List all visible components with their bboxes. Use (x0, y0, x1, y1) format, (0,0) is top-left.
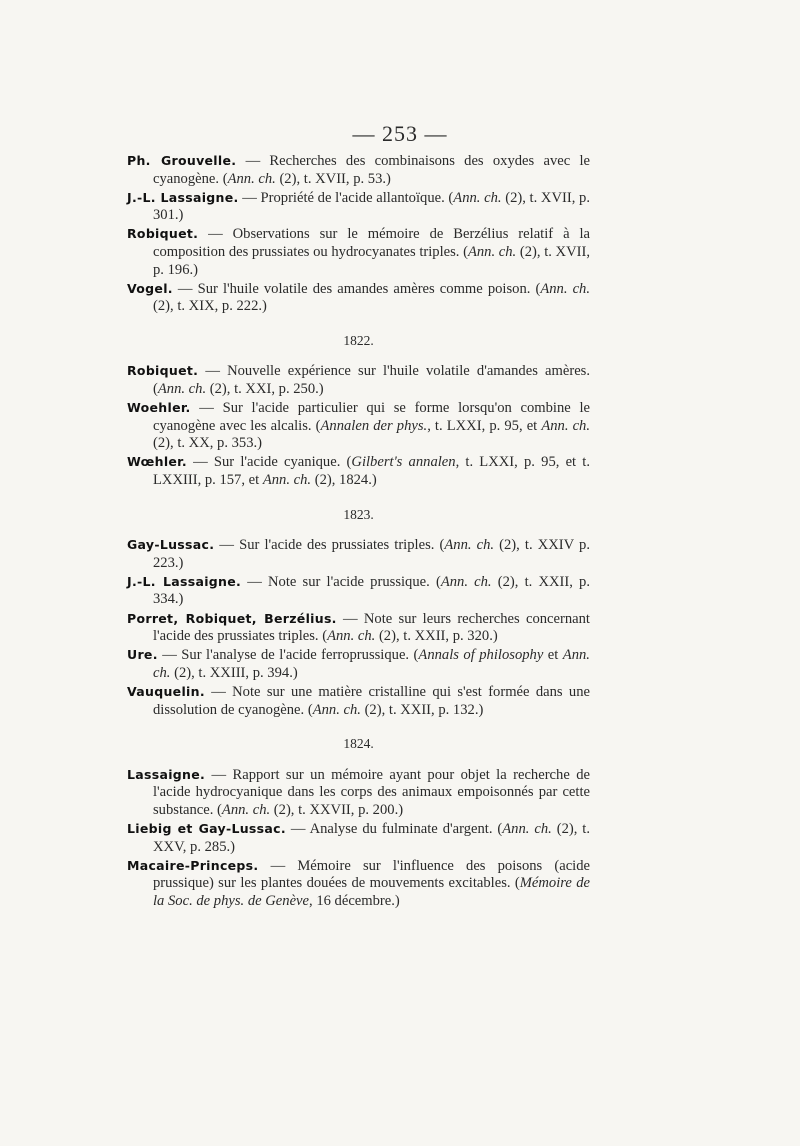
year-heading: 1824. (343, 736, 374, 752)
entry-text: — Observations sur le mémoire de Berzélius relatif à la composition des prussiates ou hydrocyanates triples. ( (153, 226, 590, 260)
entry-text: — Recherches des combinaisons des oxydes avec le cyanogène. ( (153, 153, 590, 187)
entry-text: — Nouvelle expérience sur l'huile volatile d'amandes amères. ( (153, 363, 590, 398)
entry-author: Robiquet. (127, 363, 199, 379)
entry-text: — Note sur une matière cristalline qui s'est formée dans une dissolution de cyanogène. ( (153, 683, 590, 718)
bibliography-entry (127, 610, 590, 646)
entry-author: Porret, Robiquet, Berzélius. (127, 610, 337, 626)
entry-author: J.-L. Lassaigne. (127, 189, 239, 205)
entry-text: — Sur l'analyse de l'acide ferroprussique. ( (157, 647, 419, 664)
bibliography-entry (127, 820, 590, 856)
entry-author: Ure. (127, 647, 158, 663)
entry-author: Gay-Lussac. (127, 537, 215, 553)
bibliography-list (127, 152, 590, 911)
bibliography-entry (127, 399, 590, 453)
entry-citation-italic: Ann. ch. (327, 628, 376, 645)
entry-text: — Analyse du fulminate d'argent. ( (285, 821, 503, 837)
entry-text: , 16 décembre.) (309, 892, 400, 909)
entry-citation-italic: Ann. ch. (502, 821, 552, 837)
entry-citation-italic: Ann. ch. (541, 417, 591, 434)
bibliography-entry (127, 683, 590, 719)
entry-text: — Sur l'acide cyanique. ( (186, 454, 352, 471)
entry-citation-italic: Mémoire de la Soc. de phys. de Genève (153, 875, 590, 909)
page-number: — 253 — (352, 121, 448, 146)
bibliography-entry (127, 646, 590, 682)
entry-citation-italic: Ann. ch. (312, 701, 361, 718)
entry-text: — Note sur l'acide prussique. ( (241, 573, 441, 590)
entry-text: (2), t. XXIV p. 223.) (153, 537, 590, 571)
entry-author: Woehler. (127, 400, 191, 416)
entry-text: — Sur l'acide des prussiates triples. ( (214, 537, 445, 554)
year-heading: 1823. (343, 506, 374, 522)
bibliography-entry (127, 280, 590, 316)
entry-text: (2), t. XVII, p. 53.) (275, 170, 391, 187)
entry-text: (2), t. XXVII, p. 200.) (270, 801, 404, 818)
entry-author: J.-L. Lassaigne. (127, 573, 242, 589)
entry-text: — Sur l'acide particulier qui se forme lorsqu'on combine le cyanogène avec les alcalis. ( (153, 400, 590, 434)
entry-text: (2), 1824.) (311, 472, 377, 488)
bibliography-entry (127, 453, 590, 489)
bibliography-entry (127, 573, 590, 609)
bibliography-entry (127, 225, 590, 279)
entry-citation-italic: Gilbert's annalen (351, 454, 456, 471)
entry-author: Vogel. (127, 280, 173, 296)
entry-text: — Mémoire sur l'influence des poisons (acide prussique) sur les plantes douées de mouvements excitables. ( (153, 857, 590, 892)
bibliography-entry (127, 362, 590, 398)
entry-text: (2), t. XXII, p. 132.) (360, 701, 484, 718)
entry-text: — Sur l'huile volatile des amandes amères comme poison. ( (172, 280, 541, 297)
entry-citation-italic: Ann. ch. (153, 647, 590, 681)
entry-text: (2), t. XXI, p. 250.) (206, 381, 324, 398)
entry-text: (2), t. XXV, p. 285.) (153, 821, 591, 855)
entry-text: (2), t. XVII, p. 196.) (153, 243, 591, 278)
entry-citation-italic: Ann. ch. (540, 280, 591, 297)
entry-citation-italic: Ann. ch. (453, 189, 502, 206)
bibliography-entry (127, 152, 590, 188)
entry-text: — Rapport sur un mémoire ayant pour objet la recherche de l'acide hydrocyanique dans les corps des animaux empoisonnés par cette substance. ( (153, 766, 590, 818)
entry-author: Liebig et Gay-Lussac. (127, 821, 286, 836)
entry-text: (2), t. XXIII, p. 394.) (170, 664, 298, 681)
entry-author: Robiquet. (127, 226, 199, 242)
entry-citation-italic: Annals of philosophy (418, 647, 544, 664)
entry-author: Lassaigne. (127, 766, 206, 782)
entry-citation-italic: Ann. ch. (440, 573, 492, 590)
bibliography-entry (127, 189, 590, 225)
entry-text: et (543, 647, 563, 664)
entry-text: (2), t. XXII, p. 334.) (153, 573, 591, 608)
entry-text: — Note sur leurs recherches concernant l'acide des prussiates triples. ( (153, 610, 590, 645)
bibliography-entry (127, 766, 590, 820)
entry-author: Vauquelin. (127, 683, 205, 699)
entry-author: Ph. Grouvelle. (127, 153, 237, 168)
entry-text: (2), t. XXII, p. 320.) (375, 628, 498, 645)
entry-text: — Propriété de l'acide allantoïque. ( (238, 189, 454, 206)
entry-citation-italic: Ann. ch. (227, 170, 276, 187)
entry-author: Wœhler. (127, 454, 187, 470)
bibliography-entry (127, 536, 590, 572)
entry-citation-italic: Ann. ch. (221, 801, 271, 818)
entry-text: (2), t. XIX, p. 222.) (153, 298, 267, 315)
entry-citation-italic: Ann. ch. (157, 381, 207, 398)
entry-citation-italic: Ann. ch. (467, 243, 517, 260)
entry-text: (2), t. XX, p. 353.) (153, 435, 263, 452)
bibliography-entry (127, 857, 590, 911)
entry-citation-italic: Ann. ch. (262, 472, 312, 488)
entry-citation-italic: Ann. ch. (444, 537, 495, 554)
entry-text: , t. LXXI, p. 95, et (427, 417, 542, 434)
entry-text: , t. LXXI, p. 95, et t. LXXIII, p. 157, et (153, 454, 591, 488)
entry-author: Macaire-Princeps. (127, 857, 259, 873)
year-heading: 1822. (343, 332, 374, 348)
entry-text: (2), t. XVII, p. 301.) (153, 189, 590, 224)
entry-citation-italic: Annalen der phys. (320, 417, 428, 434)
